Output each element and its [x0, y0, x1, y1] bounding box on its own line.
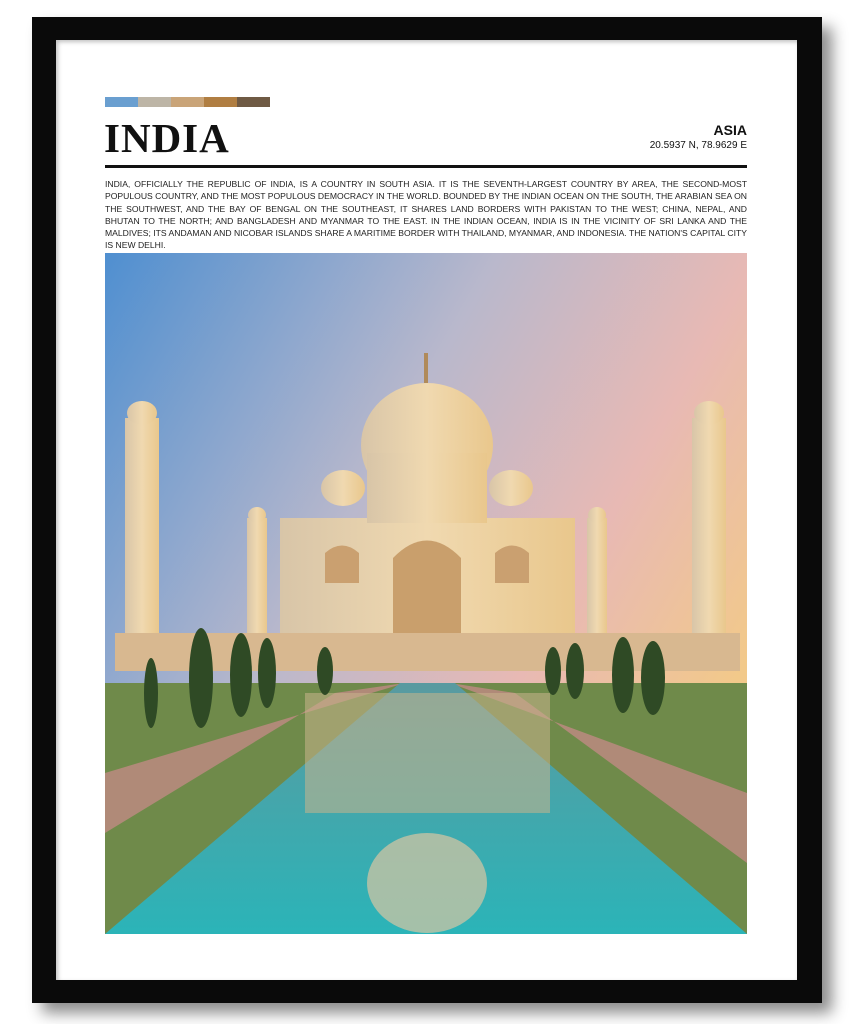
palette-swatch	[105, 97, 138, 107]
region-label: ASIA	[713, 122, 747, 138]
palette-swatch	[138, 97, 171, 107]
color-palette	[105, 97, 270, 107]
palette-swatch	[204, 97, 237, 107]
palette-swatch	[171, 97, 204, 107]
coordinates-label: 20.5937 N, 78.9629 E	[649, 140, 747, 151]
poster-title: INDIA	[104, 115, 230, 161]
divider	[105, 165, 747, 168]
taj-mahal-photo	[105, 253, 747, 934]
description-text: INDIA, OFFICIALLY THE REPUBLIC OF INDIA, IS A COUNTRY IN SOUTH ASIA. IT IS THE SEVENTH-LARGEST COUNTRY BY AREA, THE SECOND-MOST POPULOUS COUNTRY, AND THE MOST POPULOUS DEMOCRACY IN THE WORLD. BOUNDED BY THE INDIAN OCEAN ON THE SOUTH, THE ARABIAN SEA ON THE SOUTHWEST, AND THE BAY OF BENGAL ON THE SOUTHEAST, IT SHARES LAND BORDERS WITH PAKISTAN TO THE WEST; CHINA, NEPAL, AND BHUTAN TO THE NORTH; AND BANGLADESH AND MYANMAR TO THE EAST. IN THE INDIAN OCEAN, INDIA IS IN THE VICINITY OF SRI LANKA AND THE MALDIVES; ITS ANDAMAN AND NICOBAR ISLANDS SHARE A MARITIME BORDER WITH THAILAND, MYANMAR, AND INDONESIA. THE NATION'S CAPITAL CITY IS NEW DELHI.	[105, 179, 747, 251]
poster-frame	[32, 17, 822, 1003]
palette-swatch	[237, 97, 270, 107]
poster-mat	[56, 40, 797, 980]
